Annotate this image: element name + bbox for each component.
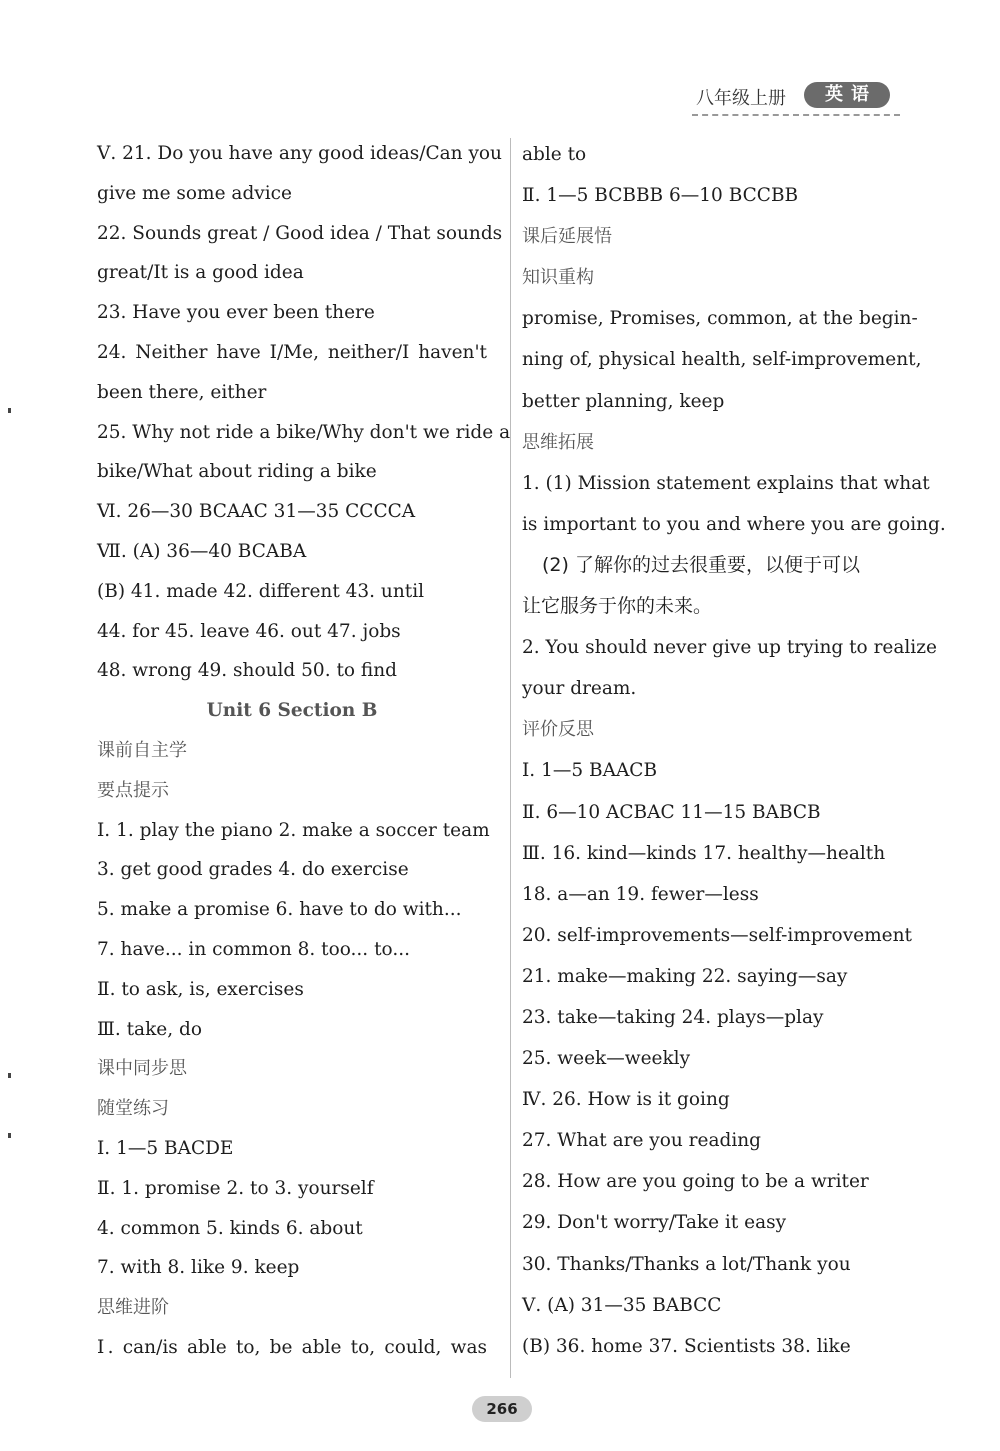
answer-line: 22. Sounds great / Good idea / That sounds (97, 222, 503, 244)
margin-mark (8, 1133, 11, 1138)
answer-line: Ⅴ. 21. Do you have any good ideas/Can you (97, 143, 502, 164)
answer-line: Ⅱ. 1—5 BCBBB 6—10 BCCBB (522, 185, 799, 207)
answer-line: 18. a—an 19. fewer—less (522, 883, 759, 905)
answer-line: (B) 41. made 42. different 43. until (97, 580, 425, 602)
answer-line: 4. common 5. kinds 6. about (97, 1217, 363, 1239)
unit-heading: Unit 6 Section B (206, 700, 378, 722)
answer-line: 21. make—making 22. saying—say (522, 965, 848, 987)
answer-line: 29. Don't worry/Take it easy (522, 1212, 787, 1234)
column-divider (510, 138, 511, 1378)
answer-line: 23. take—taking 24. plays—play (522, 1006, 824, 1028)
answer-line: 2. You should never give up trying to realize (522, 637, 937, 659)
subsection-heading: 评价反思 (522, 719, 594, 741)
answer-line: ning of, physical health, self-improvement, (522, 349, 922, 371)
header-rule (692, 114, 900, 116)
answer-line: 7. with 8. like 9. keep (97, 1257, 300, 1279)
answer-line: 48. wrong 49. should 50. to find (97, 660, 398, 682)
answer-line: Ⅶ. (A) 36—40 BCABA (97, 540, 307, 562)
subsection-heading: 知识重构 (522, 267, 594, 289)
page-number: 266 (472, 1396, 532, 1422)
section-heading: 课后延展悟 (522, 226, 612, 248)
subsection-heading: 随堂练习 (97, 1098, 169, 1120)
answer-line: Ⅰ. can/is able to, be able to, could, was (97, 1336, 487, 1358)
grade-label: 八年级上册 (696, 88, 786, 109)
answer-line: Ⅵ. 26—30 BCAAC 31—35 CCCCA (97, 501, 416, 523)
answer-line: Ⅰ. 1. play the piano 2. make a soccer team (97, 819, 490, 841)
answer-line: Ⅲ. 16. kind—kinds 17. healthy—health (522, 842, 886, 864)
section-heading: 课中同步思 (97, 1058, 187, 1080)
answer-line: been there, either (97, 381, 267, 403)
subsection-heading: 思维拓展 (522, 431, 594, 453)
answer-line: 27. What are you reading (522, 1130, 762, 1152)
margin-mark (8, 408, 11, 413)
answer-line: 让它服务于你的未来。 (522, 595, 713, 618)
answer-line: 30. Thanks/Thanks a lot/Thank you (522, 1253, 851, 1275)
answer-line: promise, Promises, common, at the begin- (522, 308, 918, 330)
answer-line: 1. (1) Mission statement explains that what (522, 472, 930, 494)
answer-line: (B) 36. home 37. Scientists 38. like (522, 1335, 851, 1357)
answer-line: 23. Have you ever been there (97, 302, 375, 324)
answer-line: 20. self-improvements—self-improvement (522, 924, 912, 946)
answer-line: Ⅲ. take, do (97, 1018, 202, 1040)
answer-line: able to (522, 144, 587, 165)
answer-line: 44. for 45. leave 46. out 47. jobs (97, 620, 401, 642)
answer-line: (2) 了解你的过去很重要，以便于可以 (542, 553, 860, 576)
answer-line: better planning, keep (522, 390, 725, 412)
subject-badge: 英语 (804, 82, 890, 108)
answer-line: Ⅱ. to ask, is, exercises (97, 978, 304, 1000)
page-header (692, 80, 902, 116)
answer-line: Ⅳ. 26. How is it going (522, 1089, 730, 1111)
answer-line: give me some advice (97, 182, 292, 204)
answer-line: Ⅰ. 1—5 BACDE (97, 1137, 234, 1159)
answer-line: 7. have... in common 8. too... to... (97, 938, 410, 960)
answer-line: 5. make a promise 6. have to do with... (97, 899, 462, 921)
section-heading: 课前自主学 (97, 739, 187, 761)
subsection-heading: 思维进阶 (97, 1297, 169, 1319)
answer-line: 25. Why not ride a bike/Why don't we ride a (97, 421, 511, 443)
answer-line: 25. week—weekly (522, 1048, 691, 1070)
right-column (522, 134, 946, 1367)
left-column (97, 134, 511, 1368)
answer-line: 3. get good grades 4. do exercise (97, 859, 409, 881)
subsection-heading: 要点提示 (97, 779, 169, 801)
answer-line: Ⅱ. 1. promise 2. to 3. yourself (97, 1177, 374, 1199)
answer-line: 28. How are you going to be a writer (522, 1171, 869, 1193)
answer-line: your dream. (522, 678, 637, 700)
answer-line: 24. Neither have I/Me, neither/I haven't (97, 341, 487, 363)
answer-line: Ⅴ. (A) 31—35 BABCC (522, 1294, 722, 1316)
answer-line: bike/What about riding a bike (97, 461, 377, 483)
answer-line: Ⅱ. 6—10 ACBAC 11—15 BABCB (522, 801, 821, 823)
answer-line: Ⅰ. 1—5 BAACB (522, 760, 658, 782)
margin-mark (8, 1073, 11, 1078)
answer-line: is important to you and where you are going. (522, 513, 946, 535)
answer-line: great/It is a good idea (97, 262, 304, 284)
